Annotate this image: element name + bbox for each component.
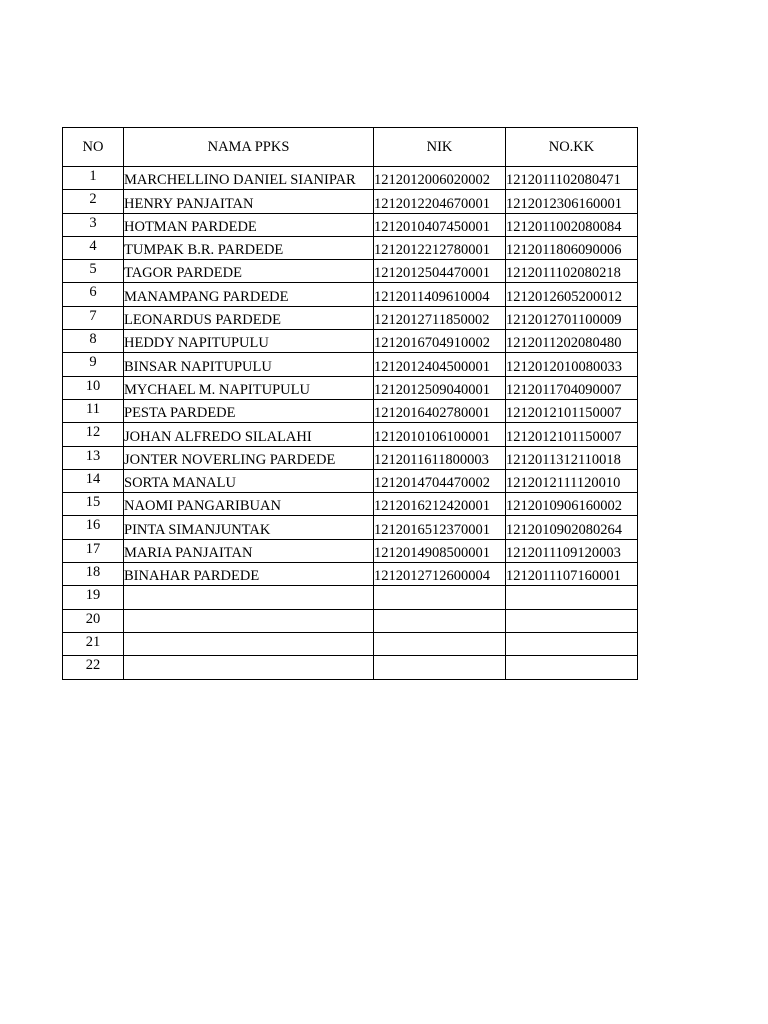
cell-name: BINSAR NAPITUPULU (124, 353, 374, 376)
cell-nik: 1212012204670001 (374, 190, 506, 213)
table-body (63, 167, 638, 680)
cell-no: 4 (63, 236, 124, 259)
table-row (63, 423, 638, 446)
header-nik: NIK (374, 128, 506, 167)
cell-name: MANAMPANG PARDEDE (124, 283, 374, 306)
cell-nik: 1212010407450001 (374, 213, 506, 236)
cell-kk: 1212011202080480 (506, 330, 638, 353)
cell-nik: 1212010106100001 (374, 423, 506, 446)
cell-kk: 1212011312110018 (506, 446, 638, 469)
header-no: NO (63, 128, 124, 167)
cell-nik (374, 609, 506, 632)
table-header-row (63, 128, 638, 167)
cell-no: 19 (63, 586, 124, 609)
cell-nik (374, 656, 506, 679)
cell-kk (506, 609, 638, 632)
cell-kk: 1212012010080033 (506, 353, 638, 376)
cell-name: MARCHELLINO DANIEL SIANIPAR (124, 167, 374, 190)
cell-nik: 1212011611800003 (374, 446, 506, 469)
table-row (63, 260, 638, 283)
table-row (63, 376, 638, 399)
cell-nik: 1212014908500001 (374, 539, 506, 562)
cell-name: PINTA SIMANJUNTAK (124, 516, 374, 539)
cell-nik (374, 586, 506, 609)
cell-name: TUMPAK B.R. PARDEDE (124, 236, 374, 259)
table-row (63, 167, 638, 190)
cell-kk: 1212011107160001 (506, 563, 638, 586)
cell-nik: 1212012212780001 (374, 236, 506, 259)
cell-nik: 1212012712600004 (374, 563, 506, 586)
cell-kk: 1212012605200012 (506, 283, 638, 306)
table-row (63, 283, 638, 306)
cell-name: PESTA PARDEDE (124, 399, 374, 422)
cell-no: 5 (63, 260, 124, 283)
cell-no: 18 (63, 563, 124, 586)
table-row (63, 586, 638, 609)
cell-no: 1 (63, 167, 124, 190)
cell-no: 21 (63, 632, 124, 655)
cell-kk: 1212010906160002 (506, 493, 638, 516)
table-row (63, 399, 638, 422)
cell-kk: 1212011806090006 (506, 236, 638, 259)
header-name: NAMA PPKS (124, 128, 374, 167)
table-row (63, 516, 638, 539)
cell-kk: 1212011102080471 (506, 167, 638, 190)
cell-no: 15 (63, 493, 124, 516)
cell-name: TAGOR PARDEDE (124, 260, 374, 283)
cell-nik: 1212012504470001 (374, 260, 506, 283)
cell-kk: 1212011109120003 (506, 539, 638, 562)
cell-nik: 1212012006020002 (374, 167, 506, 190)
cell-kk (506, 632, 638, 655)
table-row (63, 330, 638, 353)
cell-kk: 1212012306160001 (506, 190, 638, 213)
cell-name: BINAHAR PARDEDE (124, 563, 374, 586)
cell-no: 6 (63, 283, 124, 306)
cell-nik: 1212016402780001 (374, 399, 506, 422)
cell-nik: 1212011409610004 (374, 283, 506, 306)
cell-name: MYCHAEL M. NAPITUPULU (124, 376, 374, 399)
table-row (63, 656, 638, 679)
cell-kk: 1212012111120010 (506, 469, 638, 492)
ppks-table (62, 127, 638, 680)
cell-name (124, 586, 374, 609)
cell-nik: 1212016512370001 (374, 516, 506, 539)
cell-kk: 1212012101150007 (506, 399, 638, 422)
cell-nik: 1212016704910002 (374, 330, 506, 353)
cell-name: HOTMAN PARDEDE (124, 213, 374, 236)
cell-no: 22 (63, 656, 124, 679)
cell-no: 14 (63, 469, 124, 492)
header-kk: NO.KK (506, 128, 638, 167)
table-row (63, 609, 638, 632)
table-row (63, 190, 638, 213)
cell-kk: 1212010902080264 (506, 516, 638, 539)
cell-name: JOHAN ALFREDO SILALAHI (124, 423, 374, 446)
cell-name: NAOMI PANGARIBUAN (124, 493, 374, 516)
cell-no: 3 (63, 213, 124, 236)
table-row (63, 493, 638, 516)
cell-no: 8 (63, 330, 124, 353)
cell-name: HEDDY NAPITUPULU (124, 330, 374, 353)
table-row (63, 539, 638, 562)
cell-no: 17 (63, 539, 124, 562)
cell-name: JONTER NOVERLING PARDEDE (124, 446, 374, 469)
cell-kk: 1212011002080084 (506, 213, 638, 236)
cell-kk (506, 586, 638, 609)
cell-name: MARIA PANJAITAN (124, 539, 374, 562)
table-row (63, 213, 638, 236)
cell-nik (374, 632, 506, 655)
cell-no: 20 (63, 609, 124, 632)
cell-no: 12 (63, 423, 124, 446)
cell-kk: 1212011102080218 (506, 260, 638, 283)
cell-name: SORTA MANALU (124, 469, 374, 492)
cell-kk: 1212012701100009 (506, 306, 638, 329)
cell-name: LEONARDUS PARDEDE (124, 306, 374, 329)
cell-no: 7 (63, 306, 124, 329)
cell-name (124, 632, 374, 655)
cell-nik: 1212012404500001 (374, 353, 506, 376)
table-row (63, 446, 638, 469)
table-row (63, 632, 638, 655)
cell-name (124, 656, 374, 679)
cell-no: 10 (63, 376, 124, 399)
cell-kk: 1212011704090007 (506, 376, 638, 399)
cell-no: 11 (63, 399, 124, 422)
cell-kk (506, 656, 638, 679)
cell-nik: 1212012711850002 (374, 306, 506, 329)
cell-no: 9 (63, 353, 124, 376)
table-row (63, 353, 638, 376)
table-row (63, 563, 638, 586)
cell-no: 13 (63, 446, 124, 469)
cell-nik: 1212016212420001 (374, 493, 506, 516)
table-row (63, 306, 638, 329)
cell-no: 16 (63, 516, 124, 539)
cell-name (124, 609, 374, 632)
cell-no: 2 (63, 190, 124, 213)
table-row (63, 469, 638, 492)
cell-name: HENRY PANJAITAN (124, 190, 374, 213)
cell-kk: 1212012101150007 (506, 423, 638, 446)
table-row (63, 236, 638, 259)
cell-nik: 1212012509040001 (374, 376, 506, 399)
cell-nik: 1212014704470002 (374, 469, 506, 492)
